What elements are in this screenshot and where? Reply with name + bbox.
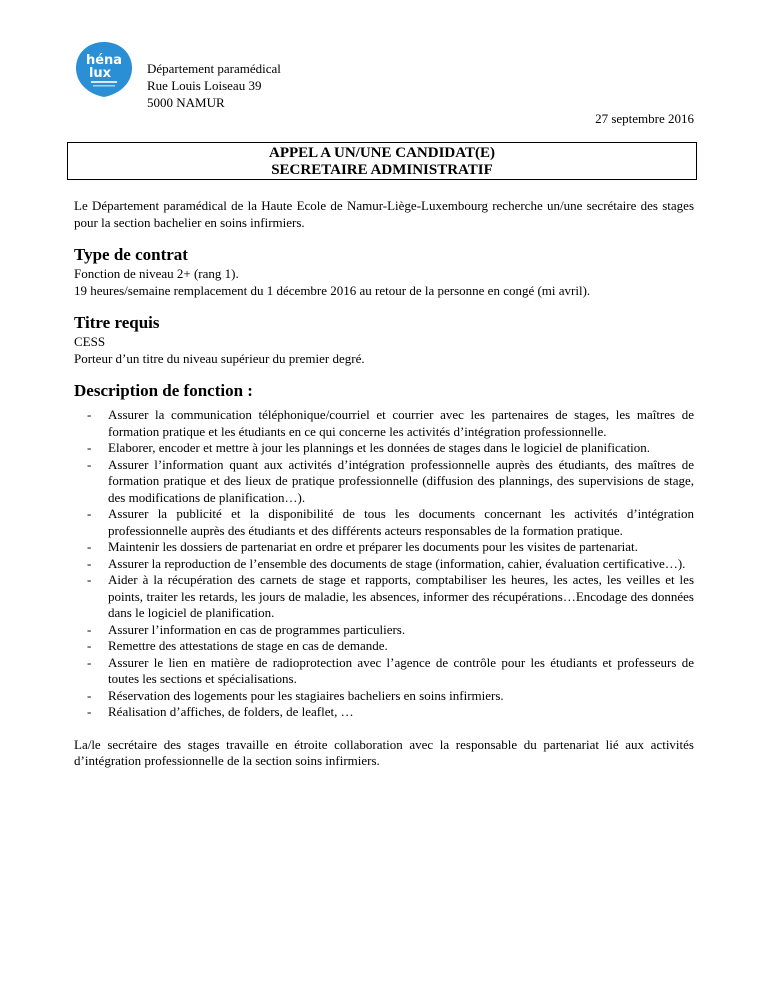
title-line1: APPEL A UN/UNE CANDIDAT(E) — [269, 145, 495, 161]
list-item: - Assurer le lien en matière de radioprotection avec l’agence de contrôle pour les étudiants et professeurs de toutes les sections et spécialisations. — [87, 654, 694, 686]
degree-line2: Porteur d’un titre du niveau supérieur du premier degré. — [74, 350, 365, 366]
document-date: 27 septembre 2016 — [595, 111, 694, 126]
list-item: - Assurer la reproduction de l’ensemble des documents de stage (information, cahier, évaluation certificative…). — [87, 555, 686, 571]
dash-bullet: - — [87, 456, 92, 472]
logo-text-line1: héna — [85, 53, 123, 68]
document-body — [74, 198, 694, 770]
dash-bullet: - — [87, 440, 92, 455]
dash-bullet: - — [87, 687, 92, 703]
dash-bullet: - — [87, 539, 92, 554]
list-item: - Remettre des attestations de stage en cas de demande. — [87, 638, 388, 653]
address-street: Rue Louis Loiseau 39 — [147, 78, 262, 93]
intro-paragraph: Le Département paramédical de la Haute Ecole de Namur-Liège-Luxembourg recherche un/une secrétaire des stages pour la section bachelier en soins infirmiers. — [74, 198, 694, 230]
list-item: - Assurer la communication téléphonique/courriel et courrier avec les partenaires de stages, les maîtres de formation pratique et les étudiants en ce qui concerne les activités d’intégration professionnelle. — [87, 407, 694, 439]
dash-bullet: - — [87, 506, 92, 521]
list-item: - Assurer la publicité et la disponibilité de tous les documents concernant les activités d’intégration professionnelle auprès des étudiants et des différents acteurs responsables de la formation pratique. — [87, 506, 694, 538]
dash-bullet: - — [87, 572, 92, 587]
degree-line1: CESS — [74, 334, 106, 349]
closing-paragraph: La/le secrétaire des stages travaille en étroite collaboration avec la responsable du partenariat lié aux activités d’intégration professionnelle de la section soins infirmiers. — [74, 736, 694, 768]
address-city: 5000 NAMUR — [147, 95, 225, 110]
dash-bullet: - — [87, 621, 92, 637]
dash-bullet: - — [87, 704, 92, 719]
list-item: - Maintenir les dossiers de partenariat en ordre et préparer les documents pour les visites de partenariat. — [87, 539, 638, 554]
sender-address — [147, 60, 281, 111]
list-item: - Elaborer, encoder et mettre à jour les plannings et les données de stages dans le logiciel de planification. — [87, 440, 651, 455]
henallux-logo — [74, 40, 134, 100]
list-item: - Réservation des logements pour les stagiaires bacheliers en soins infirmiers. — [87, 687, 504, 703]
list-item: - Assurer l’information quant aux activités d’intégration professionnelle auprès des étudiants, des maîtres de formation pratique et des lieux de pratique professionnelle (diffusion des plannings, des supervisions de stage, des modifications de planification…). — [87, 456, 694, 505]
dash-bullet: - — [87, 555, 92, 571]
dash-bullet: - — [87, 638, 92, 653]
list-item: - Assurer l’information en cas de programmes particuliers. — [87, 621, 406, 637]
dash-bullet: - — [87, 654, 92, 670]
contract-heading: Type de contrat — [74, 245, 188, 264]
logo-mark — [74, 40, 134, 100]
description-heading: Description de fonction : — [74, 381, 253, 400]
contract-line2: 19 heures/semaine remplacement du 1 décembre 2016 au retour de la personne en congé (mi avril). — [74, 282, 591, 298]
degree-heading: Titre requis — [74, 313, 160, 332]
title-box — [67, 142, 697, 180]
title-line2: SECRETAIRE ADMINISTRATIF — [271, 162, 493, 178]
contract-line1: Fonction de niveau 2+ (rang 1). — [74, 266, 239, 281]
list-item: - Réalisation d’affiches, de folders, de leaflet, … — [87, 704, 354, 719]
duties-list — [74, 407, 694, 721]
logo-text-line2: lux — [88, 66, 112, 81]
dash-bullet: - — [87, 407, 92, 422]
address-department: Département paramédical — [147, 61, 281, 76]
list-item: - Aider à la récupération des carnets de stage et rapports, comptabiliser les heures, les actes, les veilles et les points, traiter les retards, les jours de maladie, les absences, informer des récupérations…Encodage des données dans le logiciel de planification. — [87, 572, 694, 620]
